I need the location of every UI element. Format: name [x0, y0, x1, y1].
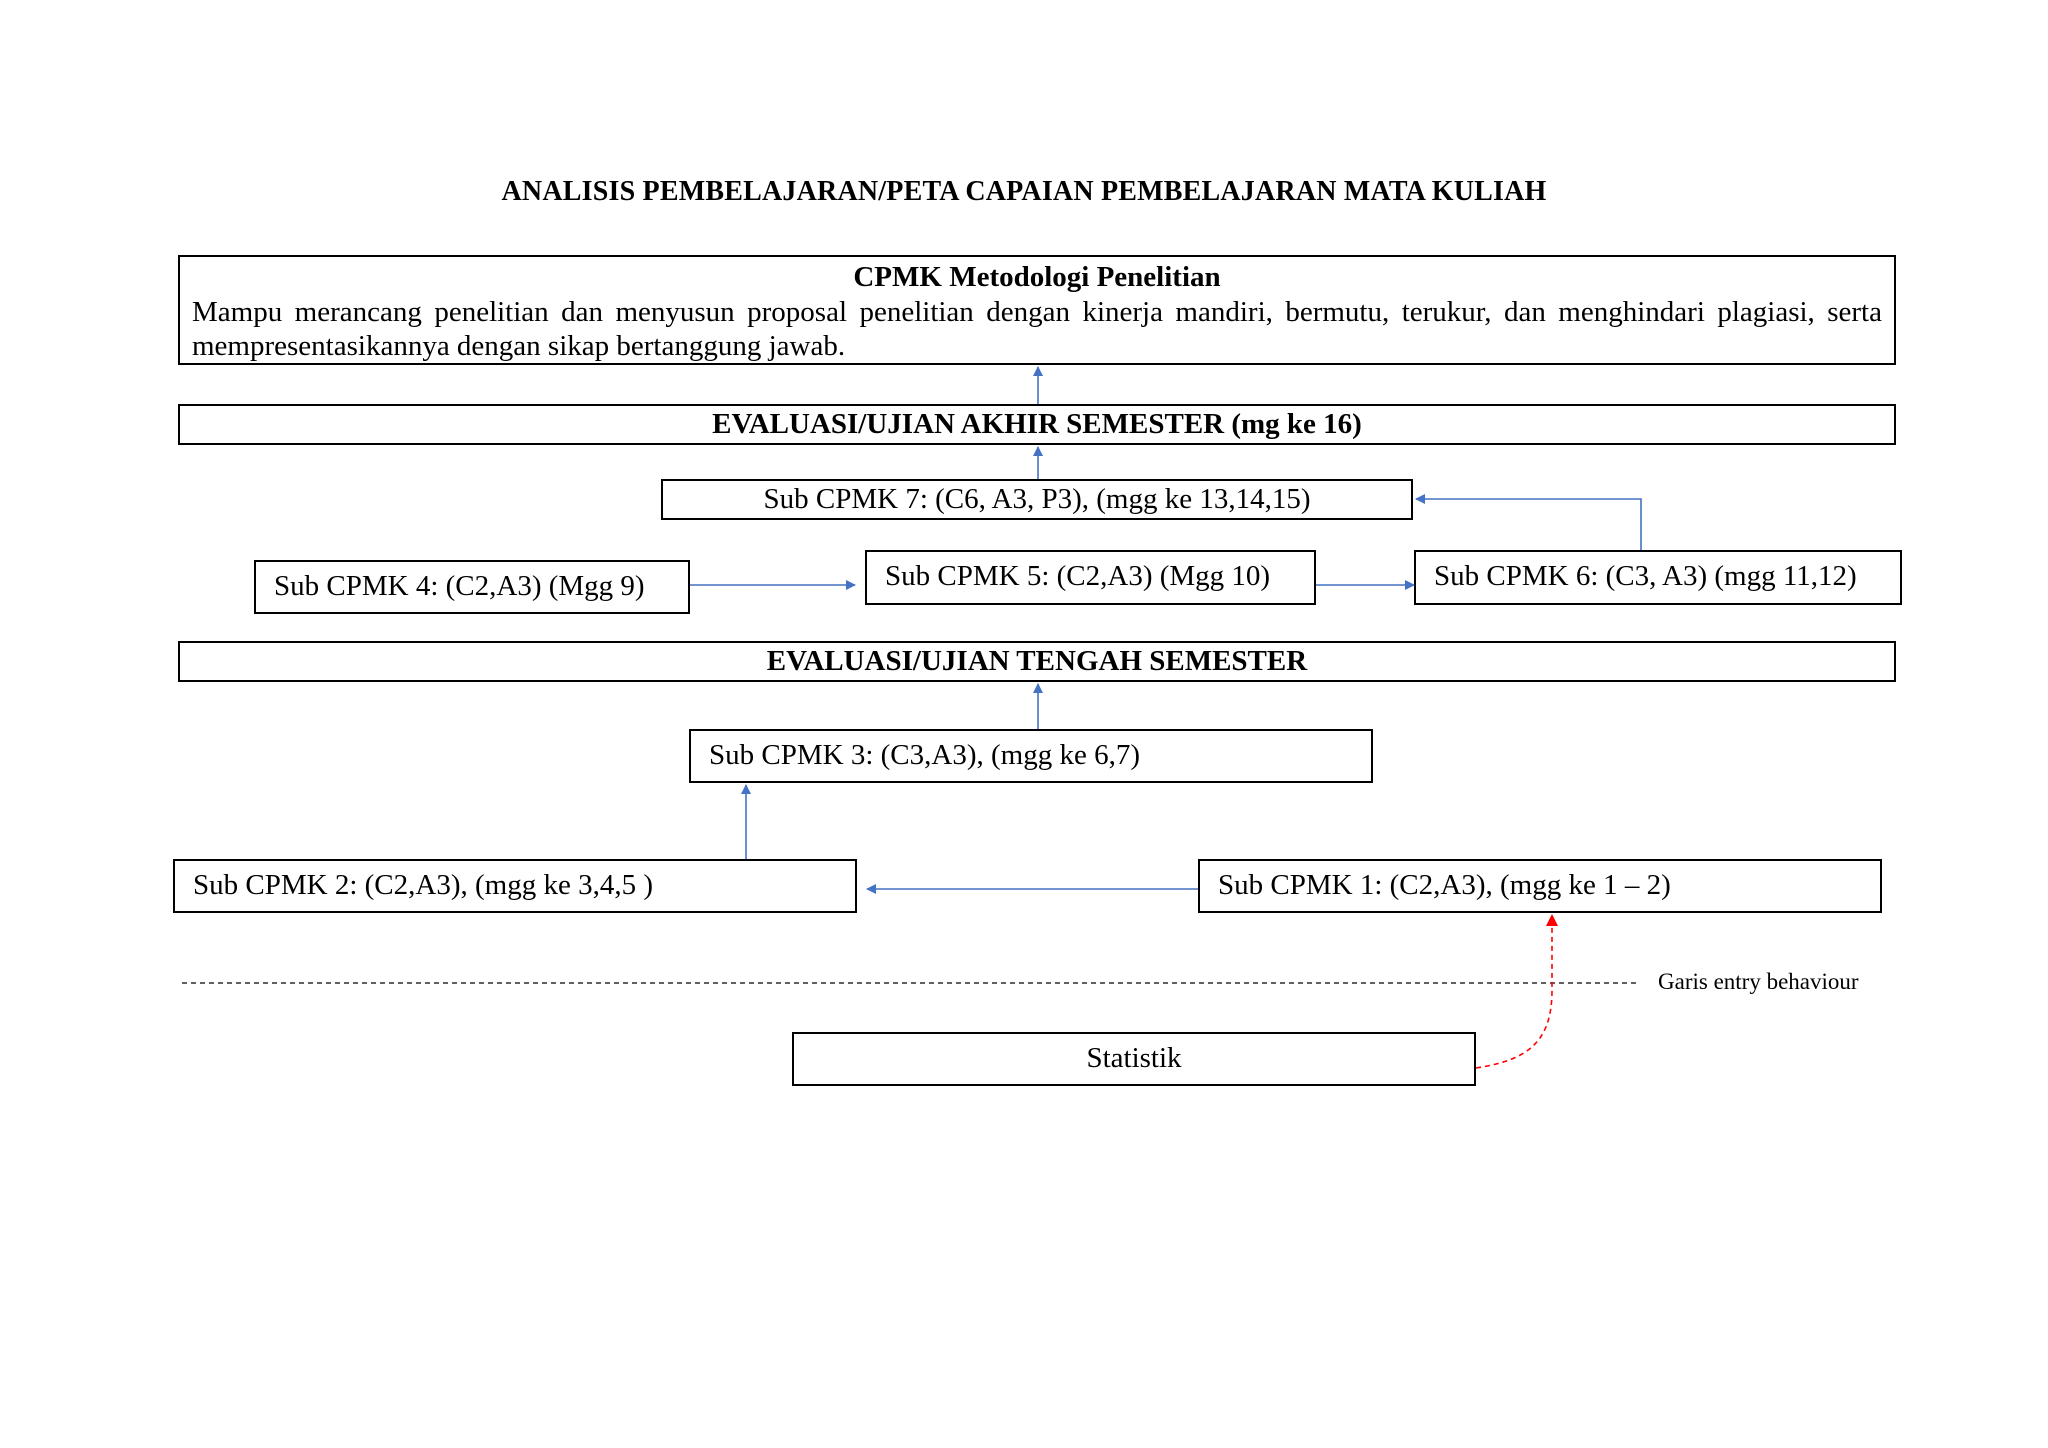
cpmk-description: Mampu merancang penelitian dan menyusun proposal penelitian dengan kinerja mandiri, bermutu, terukur, dan menghindari plagiasi, serta mempresentasikannya dengan sikap bertanggung jawab.	[192, 296, 1882, 362]
uas-bar: EVALUASI/UJIAN AKHIR SEMESTER (mg ke 16)	[178, 404, 1896, 445]
sub-cpmk-7-box: Sub CPMK 7: (C6, A3, P3), (mgg ke 13,14,15)	[661, 479, 1413, 520]
statistik-box: Statistik	[792, 1032, 1476, 1086]
sub-cpmk-1-box: Sub CPMK 1: (C2,A3), (mgg ke 1 – 2)	[1198, 859, 1882, 913]
cpmk-title: CPMK Metodologi Penelitian	[853, 261, 1221, 293]
sub-cpmk-3-box: Sub CPMK 3: (C3,A3), (mgg ke 6,7)	[689, 729, 1373, 783]
sub-cpmk-2-box: Sub CPMK 2: (C2,A3), (mgg ke 3,4,5 )	[173, 859, 857, 913]
sub-cpmk-4-box: Sub CPMK 4: (C2,A3) (Mgg 9)	[254, 560, 690, 614]
page-title: ANALISIS PEMBELAJARAN/PETA CAPAIAN PEMBELAJARAN MATA KULIAH	[501, 176, 1547, 207]
sub-cpmk-6-box: Sub CPMK 6: (C3, A3) (mgg 11,12)	[1414, 550, 1902, 605]
entry-behaviour-label: Garis entry behaviour	[1658, 969, 1859, 994]
sub-cpmk-5-box: Sub CPMK 5: (C2,A3) (Mgg 10)	[865, 550, 1316, 605]
arrow-sub6-to-sub7	[1416, 499, 1641, 550]
arrow-statistik-to-sub1	[1476, 915, 1552, 1068]
uts-bar: EVALUASI/UJIAN TENGAH SEMESTER	[178, 641, 1896, 682]
